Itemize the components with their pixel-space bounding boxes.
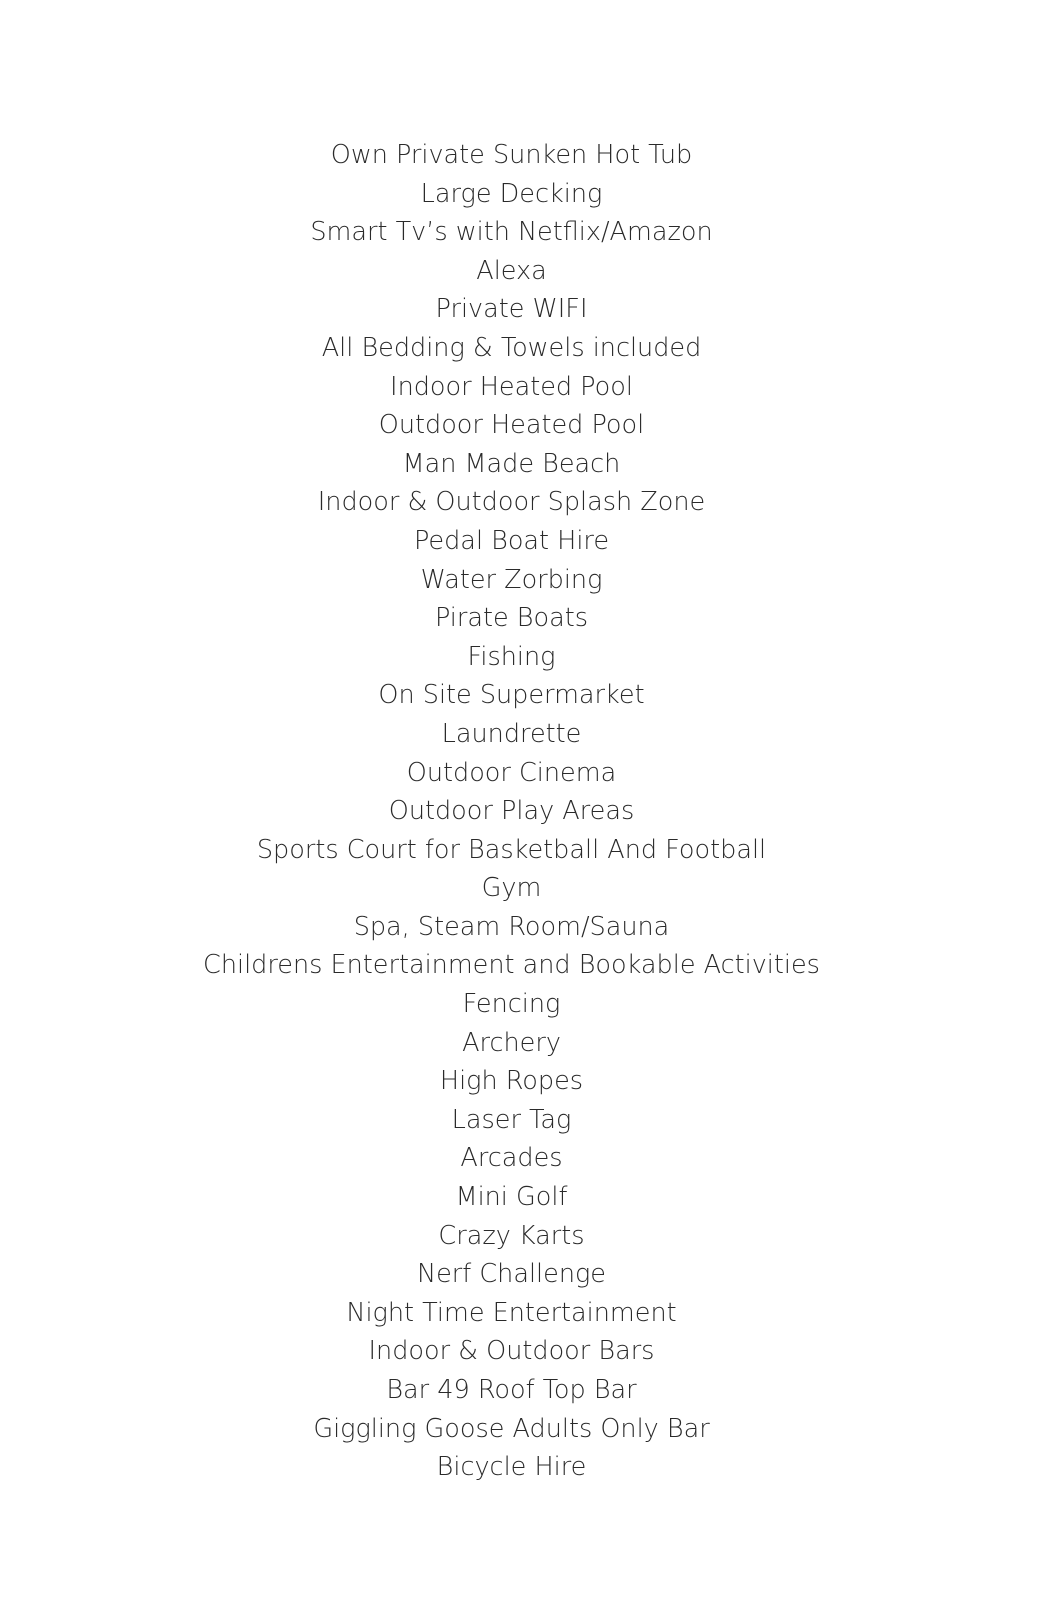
- list-item: Outdoor Cinema: [406, 757, 617, 788]
- list-item: Bar 49 Roof Top Bar: [386, 1375, 637, 1405]
- list-item: Nerf Challenge: [417, 1259, 606, 1290]
- list-item: Childrens Entertainment and Bookable Activities: [203, 950, 820, 981]
- list-item: Night Time Entertainment: [346, 1297, 677, 1328]
- list-item: Fencing: [462, 989, 561, 1020]
- list-item: Outdoor Heated Pool: [378, 410, 645, 441]
- list-item: High Ropes: [439, 1066, 584, 1097]
- list-item: Indoor & Outdoor Bars: [368, 1336, 655, 1367]
- list-item: Large Decking: [420, 178, 603, 209]
- list-item: Laundrette: [441, 718, 582, 749]
- list-item: Outdoor Play Areas: [388, 796, 635, 827]
- list-item: Pirate Boats: [434, 603, 588, 634]
- list-item: Pedal Boat Hire: [413, 525, 610, 556]
- amenities-list: [0, 136, 1023, 1487]
- list-item: Private WIFI: [435, 294, 588, 325]
- list-item: Smart Tv’s with Netflix/Amazon: [310, 217, 713, 248]
- list-item: Spa, Steam Room/Sauna: [353, 911, 670, 942]
- list-item: Water Zorbing: [420, 564, 603, 595]
- list-item: All Bedding & Towels included: [321, 332, 702, 363]
- list-item: Man Made Beach: [402, 448, 621, 479]
- list-item: Archery: [462, 1027, 561, 1058]
- list-item: On Site Supermarket: [378, 680, 645, 711]
- list-item: Alexa: [476, 255, 547, 286]
- list-item: Crazy Karts: [438, 1220, 585, 1251]
- list-item: Bicycle Hire: [436, 1452, 587, 1483]
- list-item: Laser Tag: [451, 1104, 572, 1135]
- list-item: Giggling Goose Adults Only Bar: [313, 1413, 710, 1444]
- list-item: Arcades: [460, 1143, 563, 1174]
- list-item: Own Private Sunken Hot Tub: [330, 140, 693, 170]
- list-item: Indoor Heated Pool: [390, 371, 633, 402]
- list-item: Mini Golf: [455, 1182, 568, 1213]
- list-item: Fishing: [467, 641, 556, 672]
- list-item: Indoor & Outdoor Splash Zone: [317, 487, 706, 518]
- list-item: Gym: [481, 873, 542, 904]
- list-item: Sports Court for Basketball And Football: [256, 834, 767, 865]
